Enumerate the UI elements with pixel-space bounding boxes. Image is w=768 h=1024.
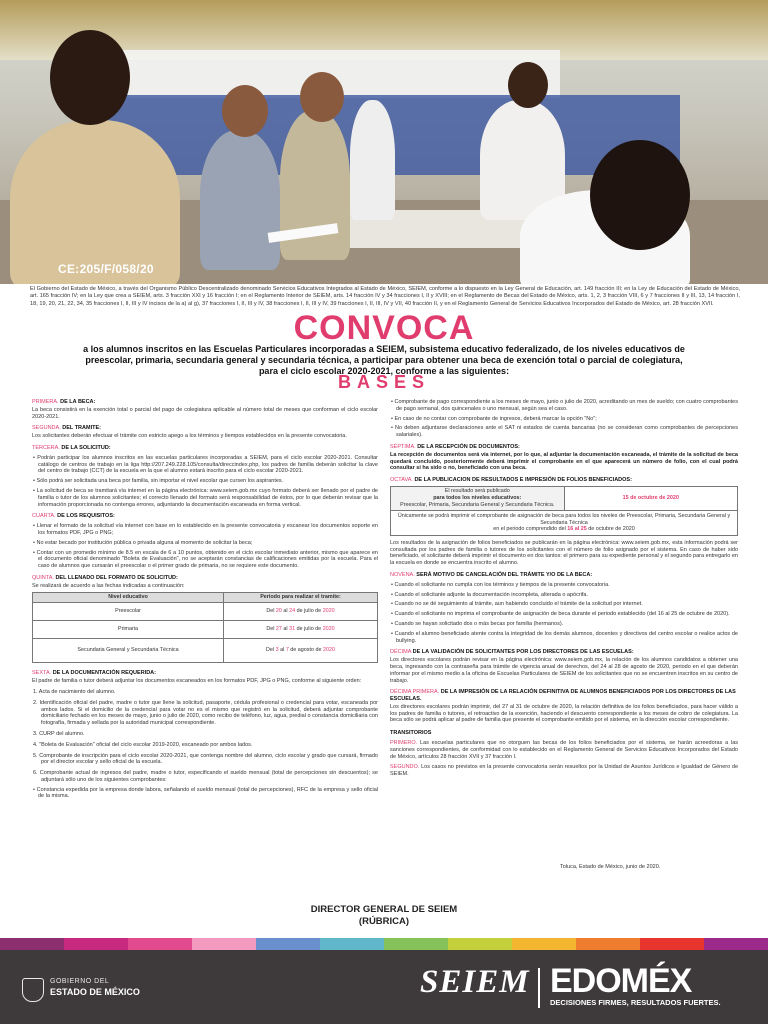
photo-teacher-head xyxy=(508,62,548,108)
document-item: 1. Acta de nacimiento del alumno. xyxy=(33,688,116,695)
list-item: • Cuando el solicitante no imprima el comprobante de asignación de beca durante el periodo establecido (del 16 al 25 de octubre de 2020). xyxy=(391,611,730,618)
director-signature: DIRECTOR GENERAL DE SEIEM (RÚBRICA) xyxy=(310,904,458,927)
table-header-row xyxy=(33,592,378,603)
section-decima-primera-title: DÉCIMA PRIMERA. DE LA IMPRESIÓN DE LA RELACIÓN DEFINITIVA DE ALUMNOS BENEFICIADOS POR LOS DIRECTORES DE LAS ESCUELAS. xyxy=(390,689,736,703)
edomex-slogan: DECISIONES FIRMES, RESULTADOS FUERTES. xyxy=(550,998,721,1007)
section-decima-title: DÉCIMA DE LA VALIDACIÓN DE SOLICITANTES POR LOS DIRECTORES DE LAS ESCUELAS: xyxy=(390,649,634,656)
results-cell-date: 15 de octubre de 2020 xyxy=(564,486,738,510)
section-septima-text: La recepción de documentos será vía internet, por lo que, al adjuntar la documentación escaneada, el trámite de la solicitud de beca quedará concluido, posteriormente deberá imprimir el comprobante en el que aparecerá un número de folio, con el cual podrá consultar si ha sido o no, beneficiado con una beca. xyxy=(390,451,738,472)
section-decima-primera-text: Los directores escolares podrán imprimir, del 27 al 31 de octubre de 2020, la relación definitiva de los folios beneficiados, para hacer válido a los padres de familia o tutores, el retroactivo de la exención, haciendo el descuento correspondiente a los meses de cobro de colegiatura. La beca sólo se podrá aplicar al padre de familia que presente el comprobante emitido por el sistema, en la dirección escolar correspondiente. xyxy=(390,703,738,724)
section-octava-title: OCTAVA. DE LA PUBLICACION DE RESULTADOS E IMPRESIÓN DE FOLIOS BENEFICIADOS: xyxy=(390,477,632,484)
photo-student-2 xyxy=(200,130,280,270)
section-segunda-title: SEGUNDA. DEL TRAMITE: xyxy=(32,425,101,432)
list-item: • Comprobante de pago correspondiente a los meses de mayo, junio o julio de 2020, acreditando un mes de sueldo; con cuatro comprobantes de pago semanal, dos quincenales o uno mensual, según sea el caso. xyxy=(391,399,738,412)
list-item: • Cuando no se dé seguimiento al trámite, aun habiendo concluido el trámite de la solicitud por internet. xyxy=(391,601,643,608)
legal-intro: El Gobierno del Estado de México, a través del Organismo Público Descentralizado denominado Servicios Educativos Integrados al Estado de México, SEIEM, conforme a lo dispuesto en la Ley General de Educación, art. 149 fracción III; en la Ley de Educación del Estado de México, art. 165 fracción IV; en la Ley que crea a SEIEM, arts. 3 fracción XXI y 16 fracción I; en el Reglamento Interior de SEIEM, arts. 14 fracción IV y 34 fracciones I, II y XVIII; en el Reglamento de Becas del Estado de México, arts. 1, 2, 3 fracción VIII, 6 y 7 fracciones II y III, 13, 14 fracción I, 18, 19, 20, 21, 22, 34, 35 fracciones I, II, III y IV incisos de la a) al g), 37 fracciones I, II, III y IV, 38 fracciones I, II, III y IV, 39 fracciones I, II, III, IV y VII, 40 fracción II, y en el Reglamento General de Servicios Educativos Incorporados del Estado de México, art. 28 fracción XVII. xyxy=(30,286,740,307)
section-octava-text: Los resultados de la asignación de folios beneficiados se publicarán en la página electrónica: www.seiem.gob.mx, esta información podrá ser consultada por los padres de familia o tutores de los solicitantes con el número de folio asignado por el sistema. En caso de haber sido beneficiado, el solicitante deberá imprimir el documento en dos tantos: el primero para su expediente personal y el segundo para entregarlo en la escuela en donde se encuentra inscrito el alumno. xyxy=(390,539,738,567)
list-item: • Cuando el solicitante no cumpla con los términos y tiempos de la presente convocatoria. xyxy=(391,581,610,588)
table-row xyxy=(33,621,378,639)
color-strip xyxy=(0,938,768,950)
table-row xyxy=(391,486,738,510)
gov-name-line-2: ESTADO DE MÉXICO xyxy=(50,987,140,997)
document-item: 3. CURP del alumno. xyxy=(33,730,85,737)
table-header-level: Nivel educativo xyxy=(33,592,224,603)
right-column xyxy=(390,396,738,778)
table-cell-level: Preescolar xyxy=(33,603,224,621)
list-item: • Cuando el alumno beneficiado atente contra la integridad de los demás alumnos, docentes y directivos del centro escolar o realice actos de bullying. xyxy=(391,630,738,644)
color-strip-segment xyxy=(576,938,640,950)
photo-student-left-head xyxy=(50,30,130,125)
document-item: 6. Comprobante actual de ingresos del padre, madre o tutor, especificando el sueldo mensual (total de percepciones sin descuentos); se adjuntará sólo uno de los siguientes comprobantes: xyxy=(33,770,378,783)
photo-student-3-head xyxy=(300,72,344,122)
list-item: • Podrán participar los alumnos inscritos en las escuelas particulares incorporadas a SEIEM, para el ciclo escolar 2020-2021. Consultar catálogo de centros de trabajo en la liga http://207.249.228.105/consulta/direccindex.php, los padres de familia deberán solicitar la clave del centro de trabajo (CCT) de la escuela en la que el alumno estará inscrito para el ciclo escolar 2020-2021. xyxy=(33,454,378,475)
section-decima-text: Los directores escolares podrán revisar en la página electrónica: www.seiem.gob.mx, la relación de los alumnos candidatos a obtener una beca, ingresando con la contraseña para trámite de vigencia anual de derechos, del 24 al 28 de agosto de 2020, periodo en el que deberán informar por el mismo medio a la oficina de Escuelas Particulares de SEIEM de los solicitantes que no se encuentren inscritos en su centro de trabajo. xyxy=(390,657,738,684)
results-table xyxy=(390,486,738,536)
section-tercera-title: TERCERA. DE LA SOLICITUD: xyxy=(32,444,111,451)
color-strip-segment xyxy=(640,938,704,950)
hero-photo xyxy=(0,0,768,284)
transitorio-primero: PRIMERO. Las escuelas particulares que no otorguen las becas de los folios beneficiados por el sistema, se harán acreedoras a las sanciones correspondientes, de conformidad con lo establecido en el Reglamento General de Servicios Educativos Incorporados del Estado de México, artículos 28 fracción XVII y 37 fracción I. xyxy=(390,740,739,760)
color-strip-segment xyxy=(384,938,448,950)
footer xyxy=(0,950,768,1024)
section-quinta-title: QUINTA. DEL LLENADO DEL FORMATO DE SOLICITUD: xyxy=(32,574,178,581)
section-septima-title: SÉPTIMA. DE LA RECEPCIÓN DE DOCUMENTOS: xyxy=(390,443,520,450)
transitorios-title: TRANSITORIOS xyxy=(390,730,432,737)
edomex-logo: EDOMÉX xyxy=(550,962,692,1000)
list-item: • Contar con un promedio mínimo de 8.5 en escala de 6 a 10 puntos, obtenido en el ciclo escolar inmediato anterior, mismo que aparece en el documento oficial denominado "Boleta de Evaluación", no se aceptarán constancias de calificaciones emitidas por la escuela. Para el caso de alumnos que cursarán el preescolar o el primer grado de primaria, no se requiere este documento. xyxy=(33,549,378,570)
transitorio-segundo: SEGUNDO. Los casos no previstos en la presente convocatoria serán resueltos por la Unidad de Asuntos Jurídicos e Igualdad de Género de SEIEM. xyxy=(390,764,738,778)
table-row xyxy=(33,603,378,621)
section-segunda-text: Los solicitantes deberán efectuar el trámite con estricto apego a los términos y tiempos establecidos en la presente convocatoria. xyxy=(32,433,347,440)
table-header-period: Periodo para realizar el tramite: xyxy=(224,592,378,603)
color-strip-segment xyxy=(448,938,512,950)
schedule-table xyxy=(32,592,378,664)
color-strip-segment xyxy=(256,938,320,950)
section-primera-text: La beca consistirá en la exención total o parcial del pago de colegiatura aplicable al número total de meses que conforman el ciclo escolar 2020-2021. xyxy=(32,406,378,420)
color-strip-segment xyxy=(320,938,384,950)
photo-student-4 xyxy=(350,100,395,220)
color-strip-segment xyxy=(64,938,128,950)
table-cell-level: Primaria xyxy=(33,621,224,639)
left-column xyxy=(32,396,378,800)
convocation-subtitle: a los alumnos inscritos en las Escuelas Particulares incorporadas a SEIEM, subsistema educativo federalizado, de los niveles educativos de preescolar, primaria, secundaria general y secundaria técnica, a participar para obtener una beca de exención total o parcial de colegiatura, para el ciclo escolar 2020-2021, conforme a las siguientes: xyxy=(83,344,685,376)
section-novena-title: NOVENA. SERÁ MOTIVO DE CANCELACIÓN DEL TRÁMITE Y/O DE LA BECA: xyxy=(390,571,593,578)
table-cell-level: Secundaria General y Secundaria Técnica xyxy=(33,639,224,663)
photo-student-2-head xyxy=(222,85,268,137)
place-date: Toluca, Estado de México, junio de 2020. xyxy=(560,864,661,870)
document-item: 5. Comprobante de inscripción para el ciclo escolar 2020-2021, que contenga nombre del alumno, ciclo escolar y grado que cursará, firmado por el director escolar y sello oficial de la escuela. xyxy=(33,752,378,766)
list-item: • Cuando se hayan solicitado dos o más becas por familia (hermanos). xyxy=(391,620,564,627)
section-sexta-title: SEXTA. DE LA DOCUMENTACIÓN REQUERIDA: xyxy=(32,670,156,677)
seiem-logo: SEIEM xyxy=(420,964,530,1000)
section-sexta-text: El padre de familia o tutor deberá adjuntar los documentos escaneados en los formatos PDF, JPG o PNG, conforme al siguiente orden: xyxy=(32,678,362,685)
section-quinta-text: Se realizará de acuerdo a las fechas indicadas a continuación: xyxy=(32,582,185,589)
document-code: CE:205/F/058/20 xyxy=(58,262,154,276)
photo-student-right-head xyxy=(590,140,690,250)
table-cell-period: Del 27 al 31 de julio de 2020 xyxy=(224,621,378,639)
color-strip-segment xyxy=(192,938,256,950)
gov-name-line-1: GOBIERNO DEL xyxy=(50,978,110,985)
color-strip-segment xyxy=(512,938,576,950)
bases-title: BASES xyxy=(337,372,430,392)
list-item: • No deben adjuntarse declaraciones ante el SAT ni estados de cuenta bancarias (no se consideran como comprobantes de percepciones salariales). xyxy=(391,425,738,439)
table-cell-period: Del 20 al 24 de julio de 2020 xyxy=(224,603,378,621)
color-strip-segment xyxy=(704,938,768,950)
list-item: • Constancia expedida por la empresa donde labora, señalando el sueldo mensual (total de percepciones), RFC de la empresa y sello oficial de la misma. xyxy=(33,786,378,800)
color-strip-segment xyxy=(128,938,192,950)
list-item: • Cuando el solicitante adjunte la documentación incompleta, alterada o apócrifa. xyxy=(391,591,589,598)
section-primera-title: PRIMERA. DE LA BECA: xyxy=(32,399,96,405)
table-row xyxy=(33,639,378,663)
table-cell-period: Del 3 al 7 de agosto de 2020 xyxy=(224,639,378,663)
document-item: 2. Identificación oficial del padre, madre o tutor que llene la solicitud, pasaporte, cédula profesional o credencial para votar, escaneada por ambos lados. Si el domicilio de la credencial para votar no es el mismo que registró en la solicitud, deberá adjuntar comprobante domiciliario fechado en los meses de mayo, junio o julio de 2020, como recibo de teléfono, luz, agua, predial o constancia domiciliaria con fotografía, firmada y sellada por la autoridad municipal correspondiente. xyxy=(33,699,378,727)
list-item: • En caso de no contar con comprobante de ingresos, deberá marcar la opción "No"; xyxy=(391,415,597,422)
gov-emblem-icon xyxy=(22,978,44,1002)
list-item: • Sólo podrá ser solicitada una beca por familia, sin importar el nivel escolar que cursen los aspirantes. xyxy=(33,478,284,485)
convoca-title: CONVOCA xyxy=(293,309,475,347)
color-strip-segment xyxy=(0,938,64,950)
document-item: 4. "Boleta de Evaluación" oficial del ciclo escolar 2019-2020, escaneado por ambos lados. xyxy=(33,741,253,748)
list-item: • No estar becado por institución pública o privada alguna al momento de solicitar la beca; xyxy=(33,539,253,546)
section-cuarta-title: CUARTA. DE LOS REQUISITOS: xyxy=(32,513,115,520)
photo-student-left xyxy=(10,120,180,284)
footer-divider xyxy=(538,968,540,1008)
list-item: • Llenar el formato de la solicitud vía internet con base en lo establecido en la presente convocatoria y escanear los documentos soporte en los formatos PDF, JPG o PNG; xyxy=(33,523,378,536)
results-cell-levels: El resultado será publicado para todos los niveles educativos: Preescolar, Primaria, Secundaria General y Secundaria Técnica. xyxy=(391,486,565,510)
list-item: • La solicitud de beca se tramitará vía internet en la página electrónica: www.seiem.gob.mx cuyo formato deberá ser llenado por el padre de familia o tutor de los alumnos solicitantes; el correcto llenado del formato será responsabilidad de éstos, por lo que deberán revisar que la información proporcionada no contenga errores, adjuntando la documentación escaneada en forma vertical. xyxy=(33,487,378,508)
table-row xyxy=(391,511,738,535)
results-cell-print: Únicamente se podrá imprimir el comprobante de asignación de beca para todos los niveles de Preescolar, Primaria, Secundaria General y Secundaria Técnica en el periodo comprendido del 16 al 25 de octubre de 2020 xyxy=(391,511,738,535)
